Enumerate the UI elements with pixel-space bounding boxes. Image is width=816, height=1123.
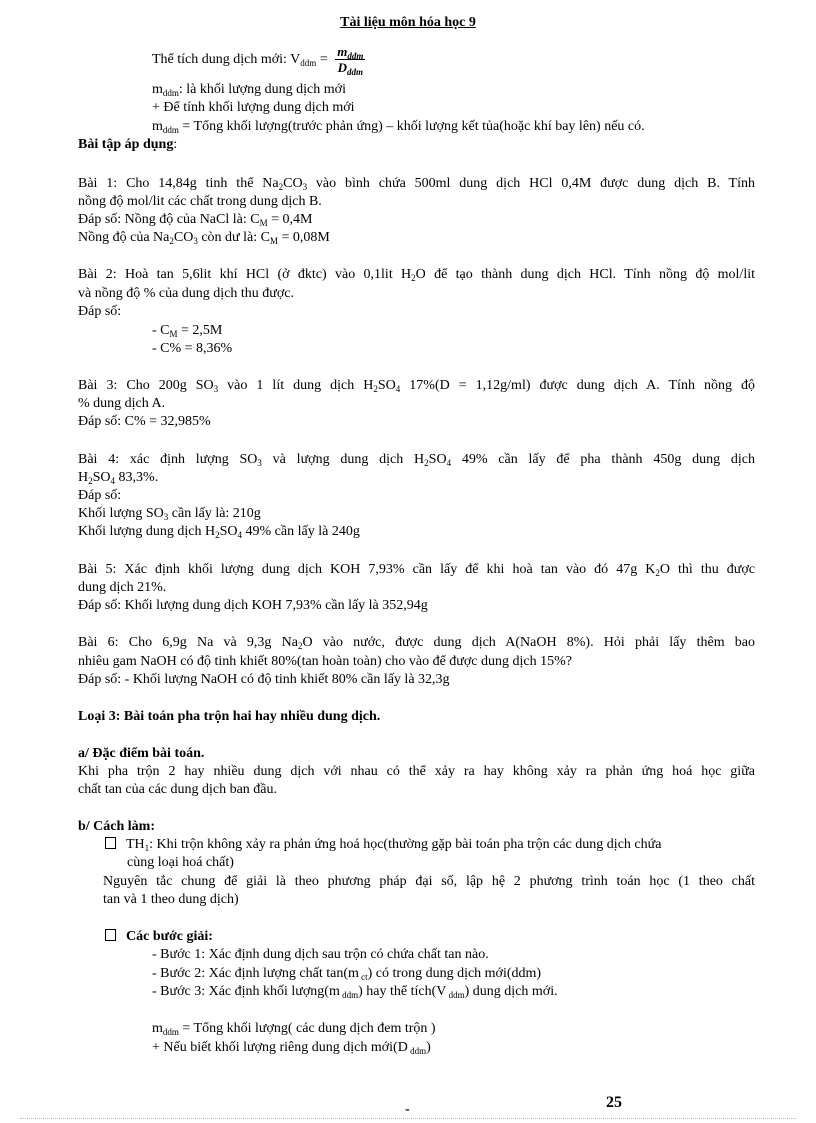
- section-title: Loại 3: Bài toán pha trộn hai hay nhiều dung dịch.: [78, 709, 381, 724]
- bai6-line1: Bài 6: Cho 6,9g Na và 9,3g $Na_2O$ vào nước, được dung dịch A(NaOH 8%). Hỏi phải lấy thêm bao: [78, 635, 756, 651]
- mddm-sum-formula: $m_{ddm}$ = Tổng khối lượng( các dung dịch đem trộn ): [152, 1021, 436, 1037]
- bai2-line1: Bài 2: Hoà tan 5,6lit khí HCl (ở đktc) vào 0,1lit $H_2O$ để tạo thành dung dịch HCl. Tính nồng độ mol/lit: [78, 267, 755, 283]
- bai5-line2: dung dịch 21%.: [78, 580, 167, 595]
- bai3-line1: Bài 3: Cho 200g $SO_3$ vào 1 lít dung dịch $H_2SO_4$ 17%(D = 1,12g/ml) được dung dịch A. Tính nồng độ: [78, 378, 755, 394]
- bai6-line2: nhiêu gam NaOH có độ tinh khiết 80%(tan hoàn toàn) cho vào để được dung dịch 15%?: [78, 654, 572, 669]
- bai4-line1: Bài 4: xác định lượng $SO_3$ và lượng dung dịch $H_2SO_4$ 49% cần lấy để pha thành 450g dung dịch: [78, 452, 756, 468]
- bai5-answer: Đáp số: Khối lượng dung dịch KOH 7,93% cần lấy là 352,94g: [78, 598, 428, 613]
- footer-divider: [20, 1118, 796, 1119]
- bai5-line1: Bài 5: Xác định khối lượng dung dịch KOH 7,93% cần lấy để khi hoà tan vào đó 47g $K_2O$ thì thu được: [78, 562, 756, 578]
- step-3: - Bước 3: Xác định khối lượng(m $_{ddm}$) hay thể tích(V $_{ddm}$) dung dịch mới.: [152, 984, 558, 1000]
- bai4-line2: $H_2SO_4$ 83,3%.: [78, 470, 159, 486]
- subsection-b-title: b/ Cách làm:: [78, 819, 155, 834]
- principle-line1: Nguyên tắc chung để giải là theo phương pháp đại số, lập hệ 2 phương trình toán học (1 theo chất: [103, 874, 755, 889]
- principle-line2: tan và 1 theo dung dịch): [103, 892, 239, 907]
- bai1-answer2: Nồng độ của $Na_2CO_3$ còn dư là: $C_M = 0,08M$: [78, 230, 330, 246]
- bai2-answer1: - $C_M = 2,5M$: [152, 323, 223, 339]
- bai1-line2: nồng độ mol/lit các chất trong dung dịch B.: [78, 194, 322, 209]
- calc-note: + Để tính khối lượng dung dịch mới: [152, 100, 355, 115]
- page-title: Tài liệu môn hóa học 9: [340, 15, 476, 30]
- bai2-answer2: - C% = 8,36%: [152, 341, 233, 356]
- mddm-definition: $m_{ddm}$: là khối lượng dung dịch mới: [152, 82, 346, 98]
- bai4-answer2: Khối lượng dung dịch $H_2SO_4$ 49% cần lấy là 240g: [78, 524, 360, 540]
- formula-fraction: $\frac{m_{ddm}}{D_{ddm}}$: [337, 44, 364, 78]
- checkbox-bullet-icon: [105, 837, 116, 849]
- th1-line2: cùng loại hoá chất): [127, 855, 234, 870]
- bai6-answer: Đáp số: - Khối lượng NaOH có độ tinh khiết 80% cần lấy là 32,3g: [78, 672, 450, 687]
- step-2: - Bước 2: Xác định lượng chất tan(m $_{ct}$) có trong dung dịch mới(ddm): [152, 966, 542, 982]
- page-number: 25: [606, 1094, 622, 1111]
- step-1: - Bước 1: Xác định dung dịch sau trộn có chứa chất tan nào.: [152, 947, 489, 962]
- subsection-a-title: a/ Đặc điểm bài toán.: [78, 746, 205, 761]
- bai1-answer1: Đáp số: Nồng độ của NaCl là: $C_M = 0,4M$: [78, 212, 313, 228]
- th1-line1: $TH_1$: Khi trộn không xảy ra phản ứng hoá học(thường gặp bài toán pha trộn các dung dịch chứa: [105, 836, 661, 853]
- volume-formula: Thể tích dung dịch mới: $V_{ddm}$ = $\frac{m_{ddm}}{D_{ddm}}$: [152, 44, 364, 78]
- bai3-line2: % dung dịch A.: [78, 396, 166, 411]
- bai3-answer: Đáp số: C% = 32,985%: [78, 414, 211, 429]
- steps-title: Các bước giải:: [105, 928, 213, 945]
- bai2-answer-label: Đáp số:: [78, 304, 122, 319]
- subsection-a-line1: Khi pha trộn 2 hay nhiều dung dịch với nhau có thể xảy ra hay không xảy ra phản ứng hoá học giữa: [78, 764, 755, 779]
- checkbox-bullet-icon: [105, 929, 116, 941]
- mddm-formula: $m_{ddm}$ = Tổng khối lượng(trước phản ứng) – khối lượng kết tủa(hoặc khí bay lên) nếu có.: [152, 119, 645, 135]
- footer-dash: -: [405, 1102, 410, 1117]
- exercise-heading: Bài tập áp dụng:: [78, 137, 178, 152]
- subsection-a-line2: chất tan của các dung dịch ban đầu.: [78, 782, 278, 797]
- bai4-answer-label: Đáp số:: [78, 488, 122, 503]
- bai1-line1: Bài 1: Cho 14,84g tinh thể $Na_2CO_3$ vào bình chứa 500ml dung dịch HCl 0,4M được dung dịch B. Tính: [78, 176, 755, 192]
- bai4-answer1: Khối lượng $SO_3$ cần lấy là: 210g: [78, 506, 261, 522]
- density-note: + Nếu biết khối lượng riêng dung dịch mới(D $_{ddm}$): [152, 1040, 431, 1056]
- bai2-line2: và nồng độ % của dung dịch thu được.: [78, 286, 295, 301]
